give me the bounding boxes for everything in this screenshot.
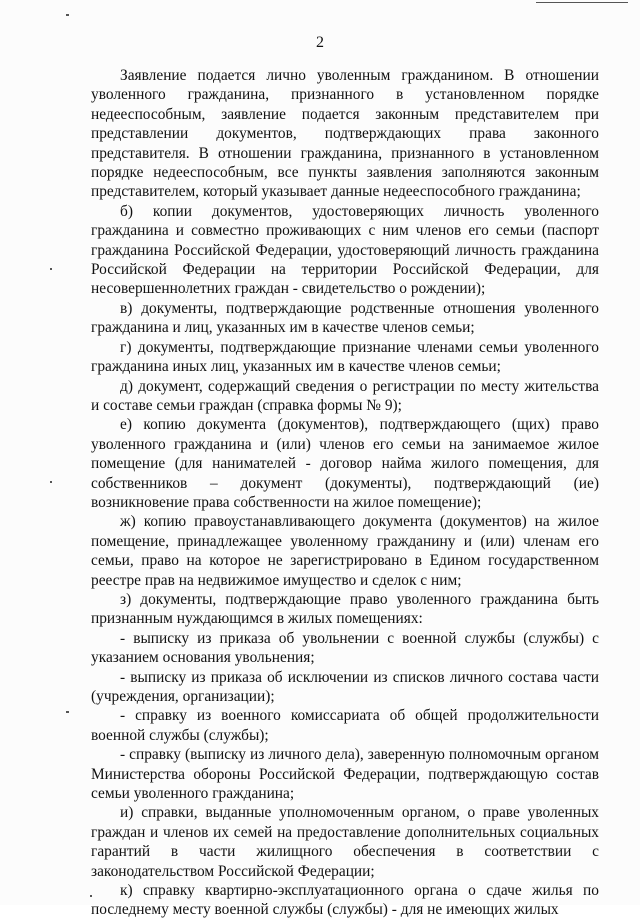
scan-artifact (50, 481, 52, 483)
paragraph: г) документы, подтверждающие признание членами семьи уволенного гражданина иных лиц, указанных им в качестве членов семьи; (91, 338, 599, 376)
document-body (91, 66, 599, 920)
paragraph: е) копию документа (документов), подтверждающего (щих) право уволенного гражданина и (или) членов его семьи на занимаемое жилое помещение (для нанимателей - договор найма жилого помещения, для собственников – документ (документы), подтверждающий (ие) возникновение права собственности на жилое помещение); (91, 416, 599, 511)
page-number: 2 (316, 34, 324, 51)
paragraph: - справку (выписку из личного дела), заверенную полномочным органом Министерства обороны Российской Федерации, подтверждающую состав семьи уволенного гражданина; (91, 746, 599, 803)
paragraph: Заявление подается лично уволенным гражданином. В отношении уволенного гражданина, признанного в установленном порядке недееспособным, заявление подается законным представителем при представлении документов, подтверждающих права законного представителя. В отношении гражданина, признанного в установленном порядке недееспособным, все пункты заявления заполняются законным представителем, который указывает данные недееспособного гражданина; (91, 67, 599, 201)
scan-artifact (536, 2, 628, 3)
paragraph: и) справки, выданные уполномоченным органом, о праве уволенных граждан и членов их семей на предоставление дополнительных социальных гарантий в части жилищного обеспечения в соответствии с законодательством Российской Федерации; (91, 804, 599, 880)
paragraph: д) документ, содержащий сведения о регистрации по месту жительства и составе семьи граждан (справка формы № 9); (91, 377, 599, 414)
paragraph: в) документы, подтверждающие родственные отношения уволенного гражданина и лиц, указанных им в качестве членов семьи; (91, 299, 599, 337)
paragraph: - справку из военного комиссариата об общей продолжительности военной службы (службы); (91, 707, 599, 744)
paragraph: б) копии документов, удостоверяющих личность уволенного гражданина и совместно проживающих с ним членов его семьи (паспорт гражданина Российской Федерации, удостоверяющий личность гражданина Российской Федерации на территории Российской Федерации, для несовершеннолетних граждан - свидетельство о рождении); (91, 202, 599, 298)
paragraph: к) справку квартирно-эксплуатационного органа о сдаче жилья по последнему месту военной службы (службы) - для не имеющих жилых (91, 882, 599, 919)
scan-artifact (66, 14, 69, 16)
scan-artifact (66, 711, 69, 713)
paragraph: з) документы, подтверждающие право уволенного гражданина быть признанным нуждающимся в жилых помещениях: (91, 590, 599, 628)
paragraph: ж) копию правоустанавливающего документа (документов) на жилое помещение, принадлежащее уволенному гражданину и (или) членам его семьи, право на которое не зарегистрировано в Едином государственном реестре прав на недвижимое имущество и сделок с ним; (91, 513, 599, 589)
paragraph: - выписку из приказа об исключении из списков личного состава части (учреждения, организации); (91, 668, 599, 705)
scan-artifact (50, 268, 52, 270)
paragraph: - выписку из приказа об увольнении с военной службы (службы) с указанием основания увольнения; (91, 629, 599, 667)
